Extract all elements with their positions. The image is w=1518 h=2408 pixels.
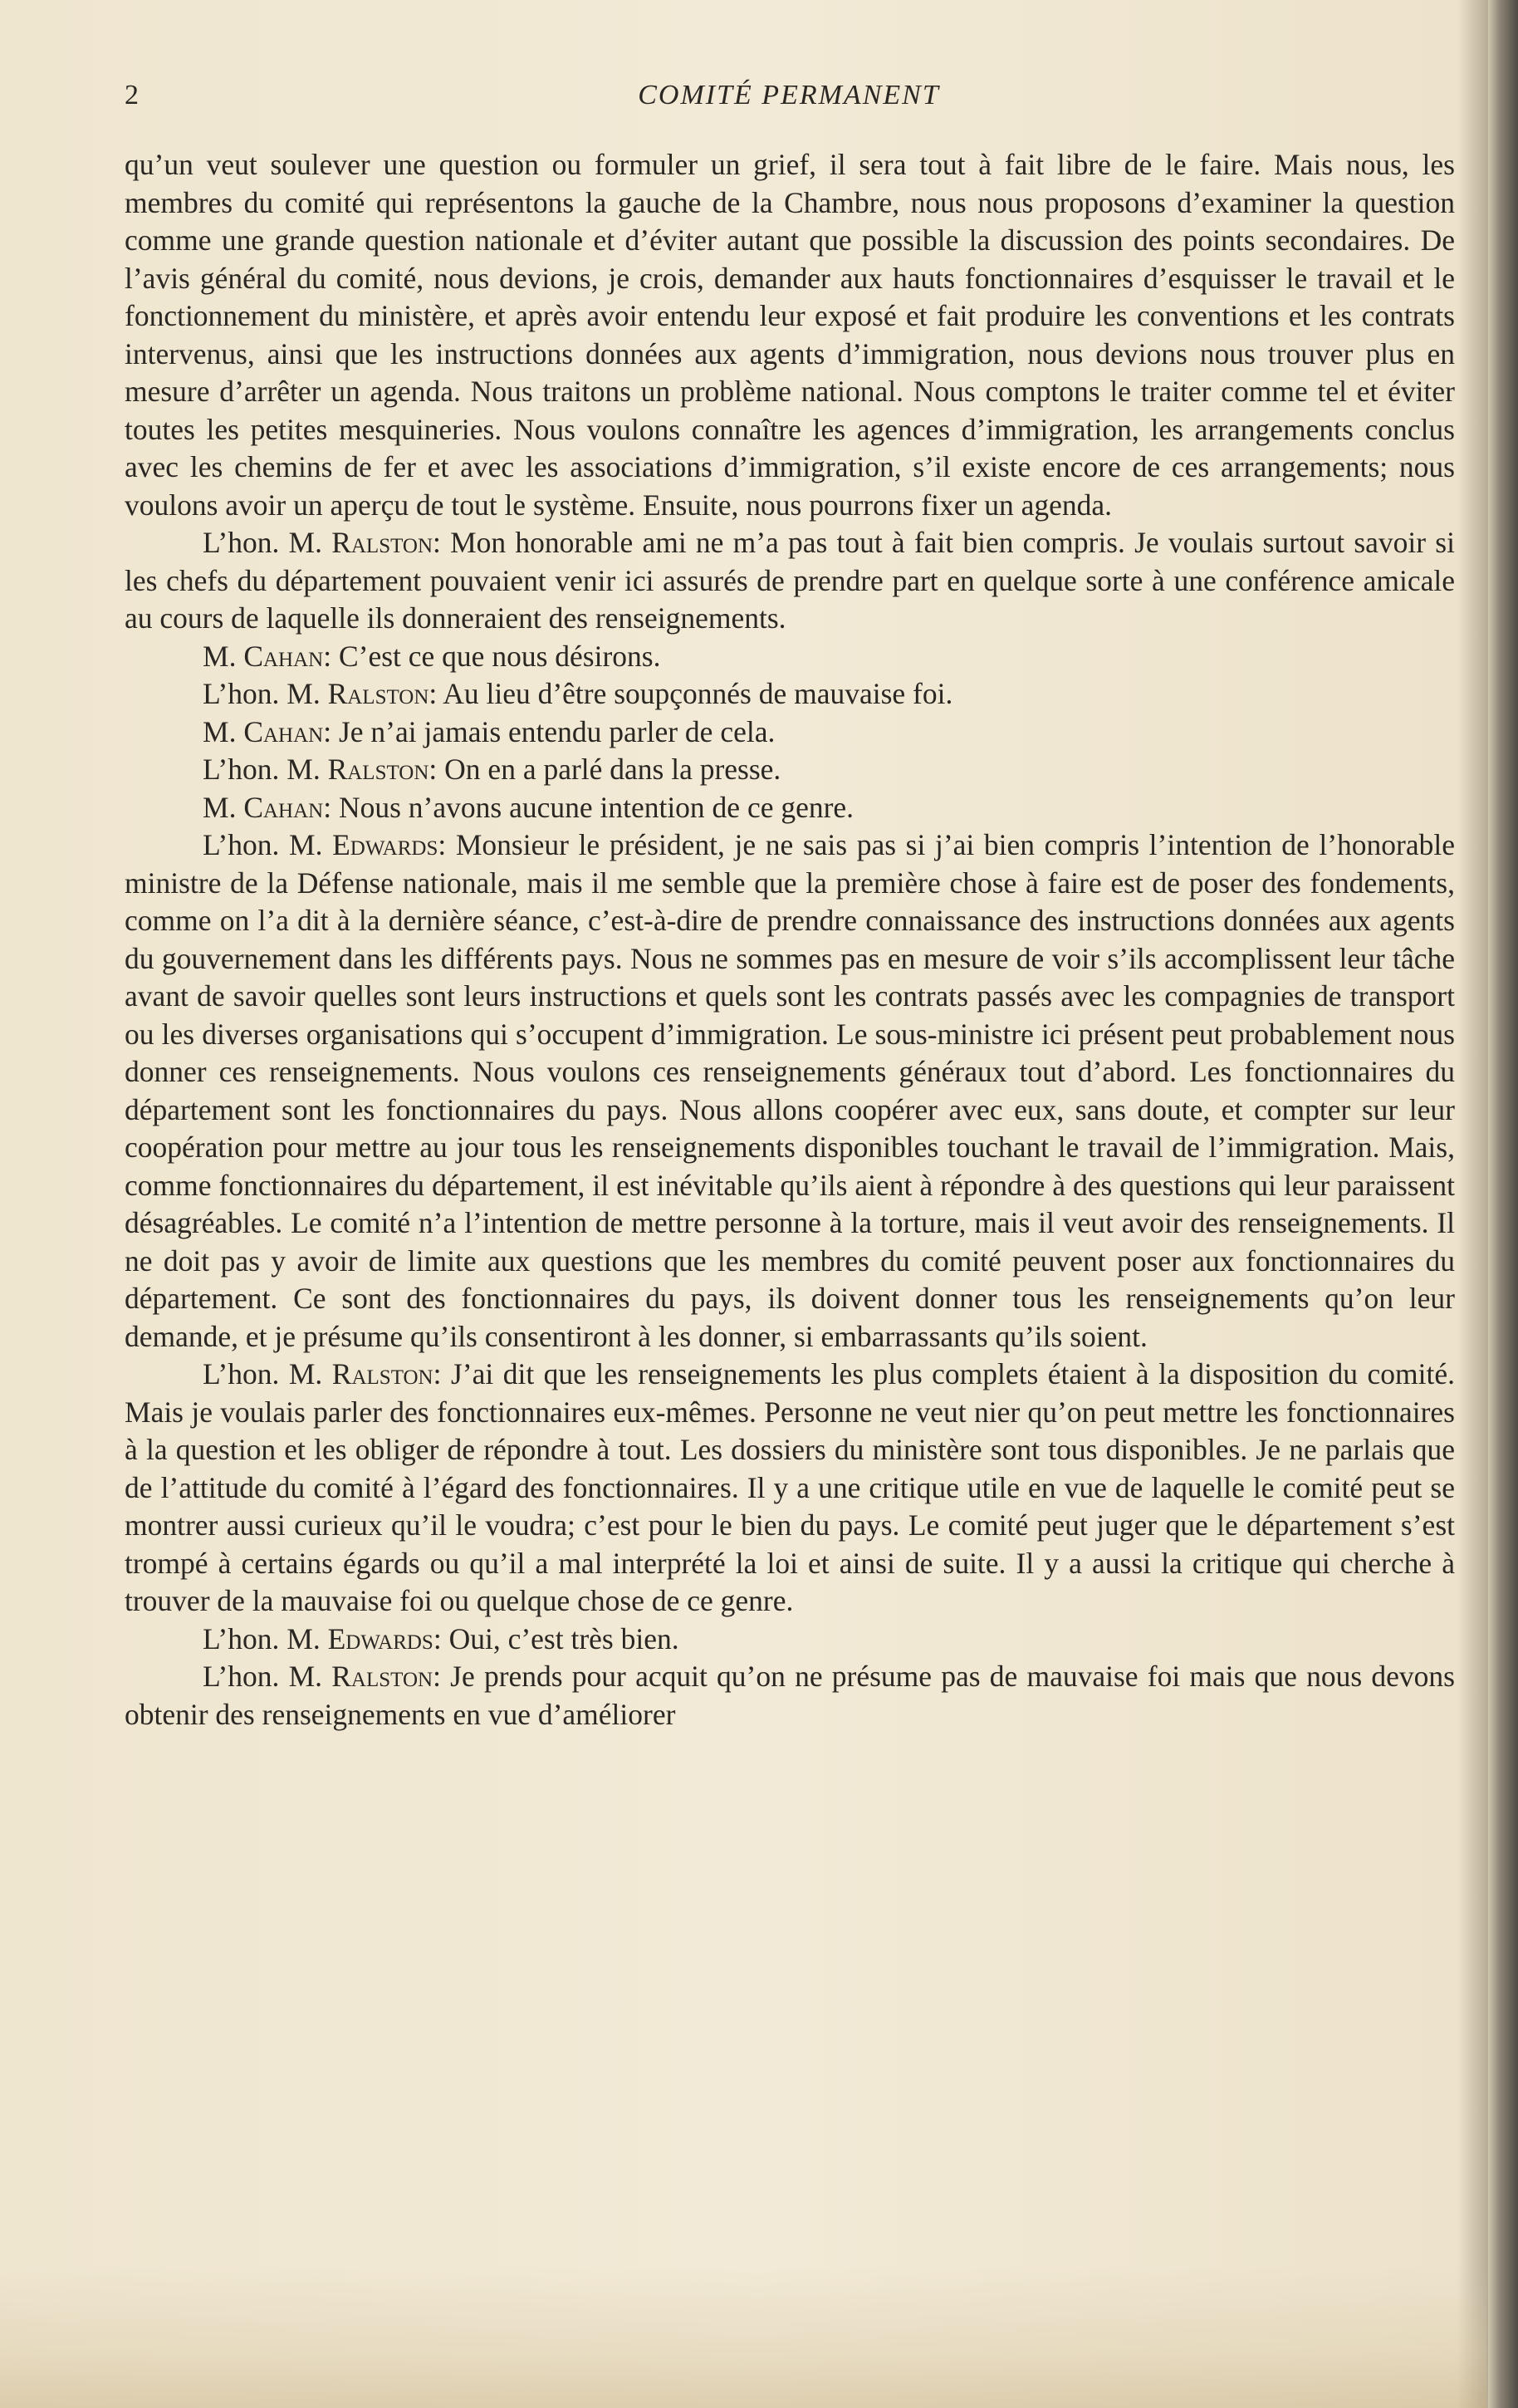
speaker-name: Ralston	[327, 753, 429, 786]
speaker-name: Ralston	[331, 1660, 433, 1693]
paper-stain	[0, 2267, 1486, 2408]
page-header	[125, 80, 1453, 121]
speaker-title: L’hon. M.	[203, 677, 321, 710]
speech-paragraph: L’hon. M. Ralston: On en a parlé dans la presse.	[203, 753, 781, 786]
speaker-title: M.	[203, 790, 237, 824]
speaker-name: Ralston	[327, 677, 429, 710]
speech-paragraph: L’hon. M. Ralston: Au lieu d’être soupçonnés de mauvaise foi.	[203, 677, 953, 710]
speech-text: Oui, c’est très bien.	[448, 1621, 679, 1655]
speech-text: Nous n’avons aucune intention de ce genre.	[338, 790, 854, 824]
page-number: 2	[125, 80, 139, 110]
speaker-title: L’hon. M.	[203, 1357, 323, 1390]
speech-paragraph: L’hon. M. Ralston: J’ai dit que les renseignements les plus complets étaient à la disposition du comité. Mais je voulais parler des fonctionnaires eux-mêmes. Personne ne veut nier qu’on peut mettre les fonctionnaires à la question et les obliger de répondre à tout. Les dossiers du ministère sont tous disponibles. Je ne parlais que de l’attitude du comité à l’égard des fonctionnaires. Il y a une critique utile en vue de laquelle le comité peut se montrer aussi curieux qu’il le voudra; c’est pour le bien du pays. Le comité peut juger que le département s’est trompé à certains égards ou qu’il a mal interprété la loi et ainsi de suite. Il y a aussi la critique qui cherche à trouver de la mauvaise foi ou quelque chose de ce genre.	[125, 1357, 1455, 1617]
speech-text: Au lieu d’être soupçonnés de mauvaise foi.	[443, 677, 953, 710]
book-spine-shadow	[1488, 0, 1518, 2408]
speech-text: On en a parlé dans la presse.	[444, 753, 781, 786]
speech-paragraph: M. Cahan: Je n’ai jamais entendu parler de cela.	[203, 714, 776, 748]
speech-paragraph: L’hon. M. Edwards: Oui, c’est très bien.	[203, 1621, 679, 1655]
speech-text: Monsieur le président, je ne sais pas si j’ai bien compris l’intention de l’honorable ministre de la Défense nationale, mais il me semble que la première chose à faire est de poser des fondements, comme on l’a dit à la dernière séance, c’est-à-dire de prendre connaissance des instructions données aux agents du gouvernement dans les différents pays. Nous ne sommes pas en mesure de voir s’ils accomplissent leur tâche avant de savoir quelles sont leurs instructions et quels sont les contrats passés avec les compagnies de transport ou les diverses organisations qui s’occupent d’immigration. Le sous-ministre ici présent peut probablement nous donner ces renseignements. Nous voulons ces renseignements généraux tout d’abord. Les fonctionnaires du département sont les fonctionnaires du pays. Nous allons coopérer avec eux, sans doute, et compter sur leur coopération pour mettre au jour tous les renseignements disponibles touchant le travail de l’immigration. Mais, comme fonctionnaires du département, il est inévitable qu’ils aient à répondre à des questions qui leur paraissent désagréables. Le comité n’a l’intention de mettre personne à la torture, mais il veut avoir des renseignements. Il ne doit pas y avoir de limite aux questions que les membres du comité peuvent poser aux fonctionnaires du département. Ce sont des fonctionnaires du pays, ils doivent donner tous les renseignements qu’on leur demande, et je présume qu’ils consentiront à les donner, si embarrassants qu’ils soient.	[125, 828, 1455, 1353]
speaker-name: Cahan	[243, 639, 324, 673]
speech-paragraph: L’hon. M. Ralston: Je prends pour acquit qu’on ne présume pas de mauvaise foi mais que nous devons obtenir des renseignements en vue d’améliorer	[125, 1660, 1455, 1731]
speech-text: Je prends pour acquit qu’on ne présume pas de mauvaise foi mais que nous devons obtenir des renseignements en vue d’améliorer	[125, 1660, 1455, 1731]
speech-text: Je n’ai jamais entendu parler de cela.	[338, 714, 776, 748]
speaker-title: L’hon. M.	[203, 1621, 321, 1655]
speaker-name: Edwards	[332, 828, 438, 861]
speaker-title: L’hon. M.	[203, 1660, 323, 1693]
speaker-title: L’hon. M.	[203, 828, 323, 861]
running-title: COMITÉ PERMANENT	[638, 80, 940, 110]
paragraph-text: qu’un veut soulever une question ou formuler un grief, il sera tout à fait libre de le faire. Mais nous, les membres du comité qui représentons la gauche de la Chambre, nous nous proposons d’examiner la question comme une grande question nationale et d’éviter autant que possible la discussion des points secondaires. De l’avis général du comité, nous devions, je crois, demander aux hauts fonctionnaires d’esquisser le travail et le fonctionnement du ministère, et après avoir entendu leur exposé et fait produire les conventions et les contrats intervenus, ainsi que les instructions données aux agents d’immigration, nous devions nous trouver plus en mesure d’arrêter un agenda. Nous traitons un problème national. Nous comptons le traiter comme tel et éviter toutes les petites mesquineries. Nous voulons connaître les agences d’immigration, les arrangements conclus avec les chemins de fer et avec les associations d’immigration, s’il existe encore de ces arrangements; nous voulons avoir un aperçu de tout le système. Ensuite, nous pourrons fixer un agenda.	[125, 148, 1455, 522]
speech-paragraph: L’hon. M. Edwards: Monsieur le président, je ne sais pas si j’ai bien compris l’intention de l’honorable ministre de la Défense nationale, mais il me semble que la première chose à faire est de poser des fondements, comme on l’a dit à la dernière séance, c’est-à-dire de prendre connaissance des instructions données aux agents du gouvernement dans les différents pays. Nous ne sommes pas en mesure de voir s’ils accomplissent leur tâche avant de savoir quelles sont leurs instructions et quels sont les contrats passés avec les compagnies de transport ou les diverses organisations qui s’occupent d’immigration. Le sous-ministre ici présent peut probablement nous donner ces renseignements. Nous voulons ces renseignements généraux tout d’abord. Les fonctionnaires du département sont les fonctionnaires du pays. Nous allons coopérer avec eux, sans doute, et compter sur leur coopération pour mettre au jour tous les renseignements disponibles touchant le travail de l’immigration. Mais, comme fonctionnaires du département, il est inévitable qu’ils aient à répondre à des questions qui leur paraissent désagréables. Le comité n’a l’intention de mettre personne à la torture, mais il veut avoir des renseignements. Il ne doit pas y avoir de limite aux questions que les membres du comité peuvent poser aux fonctionnaires du département. Ce sont des fonctionnaires du pays, ils doivent donner tous les renseignements qu’on leur demande, et je présume qu’ils consentiront à les donner, si embarrassants qu’ils soient.	[125, 828, 1455, 1353]
speaker-title: M.	[203, 714, 237, 748]
paragraph	[125, 146, 1455, 524]
speech-text: C’est ce que nous désirons.	[338, 639, 661, 673]
speech-paragraph: M. Cahan: C’est ce que nous désirons.	[203, 639, 661, 673]
speaker-title: M.	[203, 639, 237, 673]
speaker-title: L’hon. M.	[203, 526, 322, 559]
speaker-name: Ralston	[331, 1357, 433, 1390]
body-text	[125, 146, 1455, 1734]
speaker-name: Ralston	[331, 526, 433, 559]
speaker-name: Cahan	[243, 790, 324, 824]
speaker-title: L’hon. M.	[203, 753, 321, 786]
speech-paragraph: L’hon. M. Ralston: Mon honorable ami ne m’a pas tout à fait bien compris. Je voulais surtout savoir si les chefs du département pouvaient venir ici assurés de prendre part en quelque sorte à une conférence amicale au cours de laquelle ils donneraient des renseignements.	[125, 526, 1455, 635]
speaker-name: Edwards	[327, 1621, 433, 1655]
speaker-name: Cahan	[243, 714, 324, 748]
speech-paragraph: M. Cahan: Nous n’avons aucune intention de ce genre.	[203, 790, 854, 824]
speech-text: J’ai dit que les renseignements les plus complets étaient à la disposition du comité. Mais je voulais parler des fonctionnaires eux-mêmes. Personne ne veut nier qu’on peut mettre les fonctionnaires à la question et les obliger de répondre à tout. Les dossiers du ministère sont tous disponibles. Je ne parlais que de l’attitude du comité à l’égard des fonctionnaires. Il y a une critique utile en vue de laquelle le comité peut se montrer aussi curieux qu’il le voudra; c’est pour le bien du pays. Le comité peut juger que le département s’est trompé à certains égards ou qu’il a mal interprété la loi et ainsi de suite. Il y a aussi la critique qui cherche à trouver de la mauvaise foi ou quelque chose de ce genre.	[125, 1357, 1455, 1617]
speech-text: Mon honorable ami ne m’a pas tout à fait bien compris. Je voulais surtout savoir si les chefs du département pouvaient venir ici assurés de prendre part en quelque sorte à une conférence amicale au cours de laquelle ils donneraient des renseignements.	[125, 526, 1455, 635]
